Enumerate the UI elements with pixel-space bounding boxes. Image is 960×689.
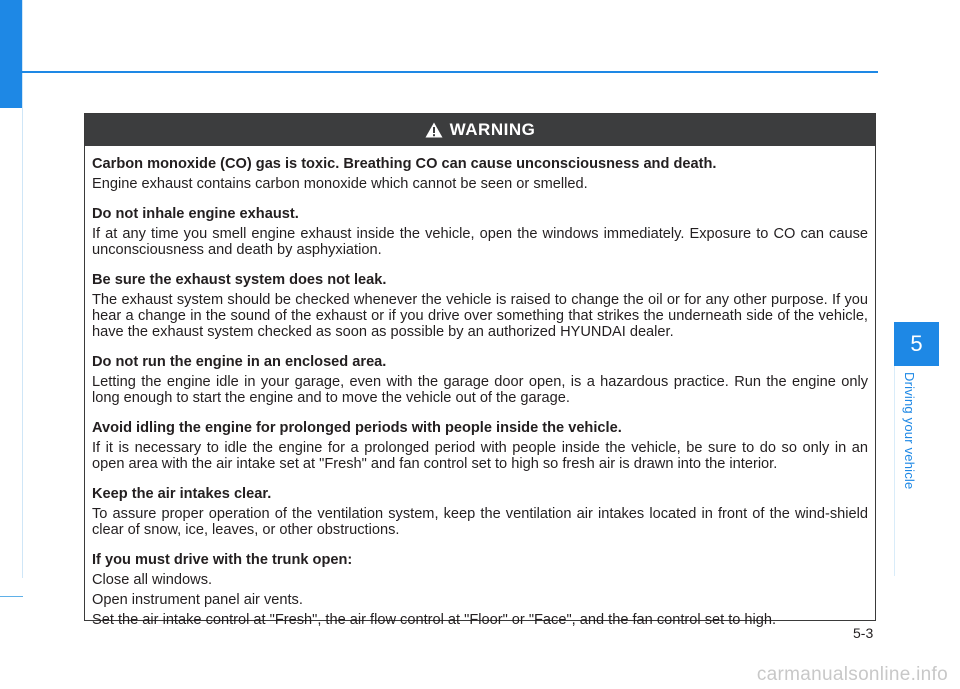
section-text: Close all windows. [92,572,213,588]
section-heading: Be sure the exhaust system does not leak. [92,272,387,288]
warning-section [92,420,868,472]
warning-triangle-icon [425,122,443,138]
left-bottom-line [0,596,23,597]
section-heading: Keep the air intakes clear. [92,486,272,502]
section-heading: If you must drive with the trunk open: [92,552,353,568]
warning-body [85,146,875,628]
warning-section [92,206,868,258]
header-rule [22,71,878,73]
warning-section [92,552,868,628]
warning-section [92,486,868,538]
section-heading: Do not run the engine in an enclosed area. [92,354,387,370]
section-text: The exhaust system should be checked whenever the vehicle is raised to change the oil or for any other purpose. If you hear a change in the sound of the exhaust or if you drive over something that strikes the underneath side of the vehicle, have the exhaust system checked as soon as possible by an authorized HYUNDAI dealer. [92,292,868,340]
left-accent-bar [0,0,22,108]
section-heading: Avoid idling the engine for prolonged periods with people inside the vehicle. [92,420,622,436]
section-text: Letting the engine idle in your garage, even with the garage door open, is a hazardous practice. Run the engine only long enough to start the engine and to move the vehicle out of the garage. [92,374,868,406]
section-text: Open instrument panel air vents. [92,592,303,608]
chapter-number-tab: 5 [894,322,939,366]
section-text: If at any time you smell engine exhaust inside the vehicle, open the windows immediately. Exposure to CO can cause unconsciousness and death by asphyxiation. [92,226,868,258]
section-heading: Carbon monoxide (CO) gas is toxic. Breathing CO can cause unconsciousness and death. [92,156,717,172]
section-text: If it is necessary to idle the engine for a prolonged period with people inside the vehicle, be sure to do so only in an open area with the air intake set at "Fresh" and fan control set to high so fresh air is drawn into the interior. [92,440,868,472]
page-number: 5-3 [853,625,874,641]
warning-section [92,354,868,406]
section-heading: Do not inhale engine exhaust. [92,206,299,222]
warning-section [92,156,868,192]
warning-title: WARNING [449,120,536,139]
warning-box [84,113,876,628]
chapter-side-strip [894,366,940,576]
section-text: To assure proper operation of the ventilation system, keep the ventilation air intakes located in front of the wind-shield clear of snow, ice, leaves, or other obstructions. [92,506,868,538]
watermark: carmanualsonline.info [756,664,948,685]
warning-section [92,272,868,340]
chapter-title: Driving your vehicle [902,372,917,490]
warning-header [85,114,875,146]
section-text: Engine exhaust contains carbon monoxide which cannot be seen or smelled. [92,176,588,192]
left-margin-rule [22,0,23,578]
section-text: Set the air intake control at "Fresh", the air flow control at "Floor" or "Face", and the fan control set to high. [92,612,777,628]
